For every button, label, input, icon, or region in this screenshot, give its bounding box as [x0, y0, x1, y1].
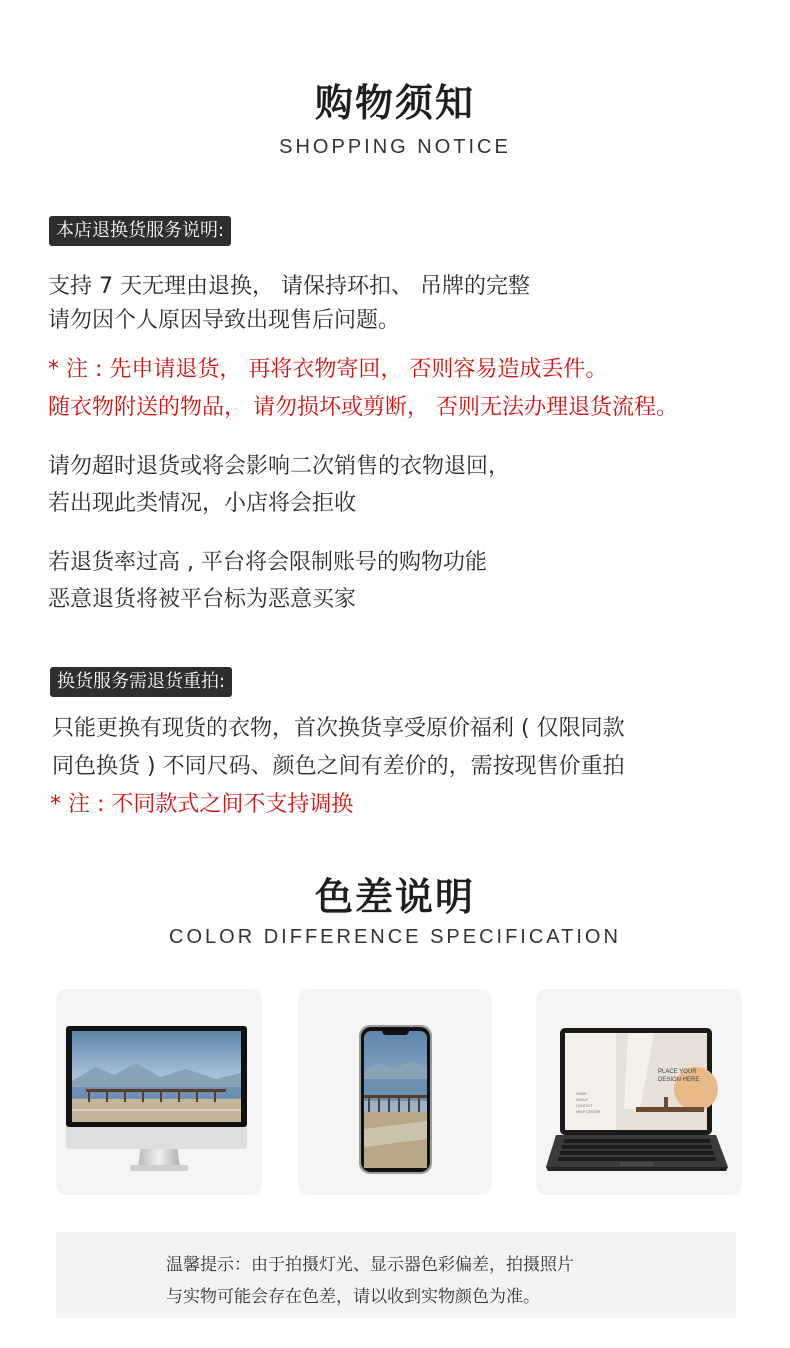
laptop-headline: PLACE YOUR — [658, 1069, 697, 1075]
laptop-image — [536, 989, 742, 1195]
policy-line: 支持 7 天无理由退换， 请保持环扣、 吊牌的完整 — [48, 274, 530, 299]
exchange-note: * 注 : 不同款式之间不支持调换 — [50, 792, 354, 817]
policy-note: 随衣物附送的物品， 请勿损坏或剪断， 否则无法办理退货流程。 — [48, 395, 678, 420]
policy-line: 恶意退货将被平台标为恶意买家 — [48, 587, 357, 612]
shopping-subtitle: SHOPPING NOTICE — [279, 136, 511, 158]
laptop-menu-item: ABOUT — [576, 1098, 589, 1102]
color-subtitle: COLOR DIFFERENCE SPECIFICATION — [169, 926, 621, 948]
laptop-headline: DESIGN HERE — [658, 1077, 700, 1083]
policy-line: 若退货率过高 , 平台将会限制账号的购物功能 — [48, 550, 487, 575]
tip-line: 与实物可能会存在色差，请以收到实物颜色为准。 — [166, 1287, 540, 1307]
policy-line: 请勿超时退货或将会影响二次销售的衣物退回， — [48, 454, 511, 479]
exchange-policy-tag: 换货服务需退货重拍: — [50, 667, 232, 697]
laptop-menu-item: HELP CENTER — [576, 1110, 601, 1114]
exchange-line: 同色换货 ) 不同尺码、颜色之间有差价的，需按现售价重拍 — [52, 754, 625, 779]
policy-line: 请勿因个人原因导致出现售后问题。 — [48, 308, 401, 333]
policy-note: * 注 : 先申请退货， 再将衣物寄回， 否则容易造成丢件。 — [48, 357, 608, 382]
desktop-monitor-image — [56, 989, 262, 1195]
phone-image — [298, 989, 492, 1195]
monitor-card — [56, 989, 262, 1195]
laptop-card — [536, 989, 742, 1195]
shopping-title: 购物须知 — [314, 81, 475, 125]
exchange-line: 只能更换有现货的衣物，首次换货享受原价福利 ( 仅限同款 — [52, 716, 625, 741]
tip-line: 温馨提示：由于拍摄灯光、显示器色彩偏差，拍摄照片 — [166, 1255, 574, 1275]
policy-line: 若出现此类情况，小店将会拒收 — [48, 491, 357, 516]
laptop-menu-item: HOME — [576, 1092, 587, 1096]
phone-card — [298, 989, 492, 1195]
return-policy-tag: 本店退换货服务说明: — [49, 216, 231, 246]
color-title: 色差说明 — [314, 875, 475, 919]
laptop-menu-item: CONTACT — [576, 1104, 593, 1108]
